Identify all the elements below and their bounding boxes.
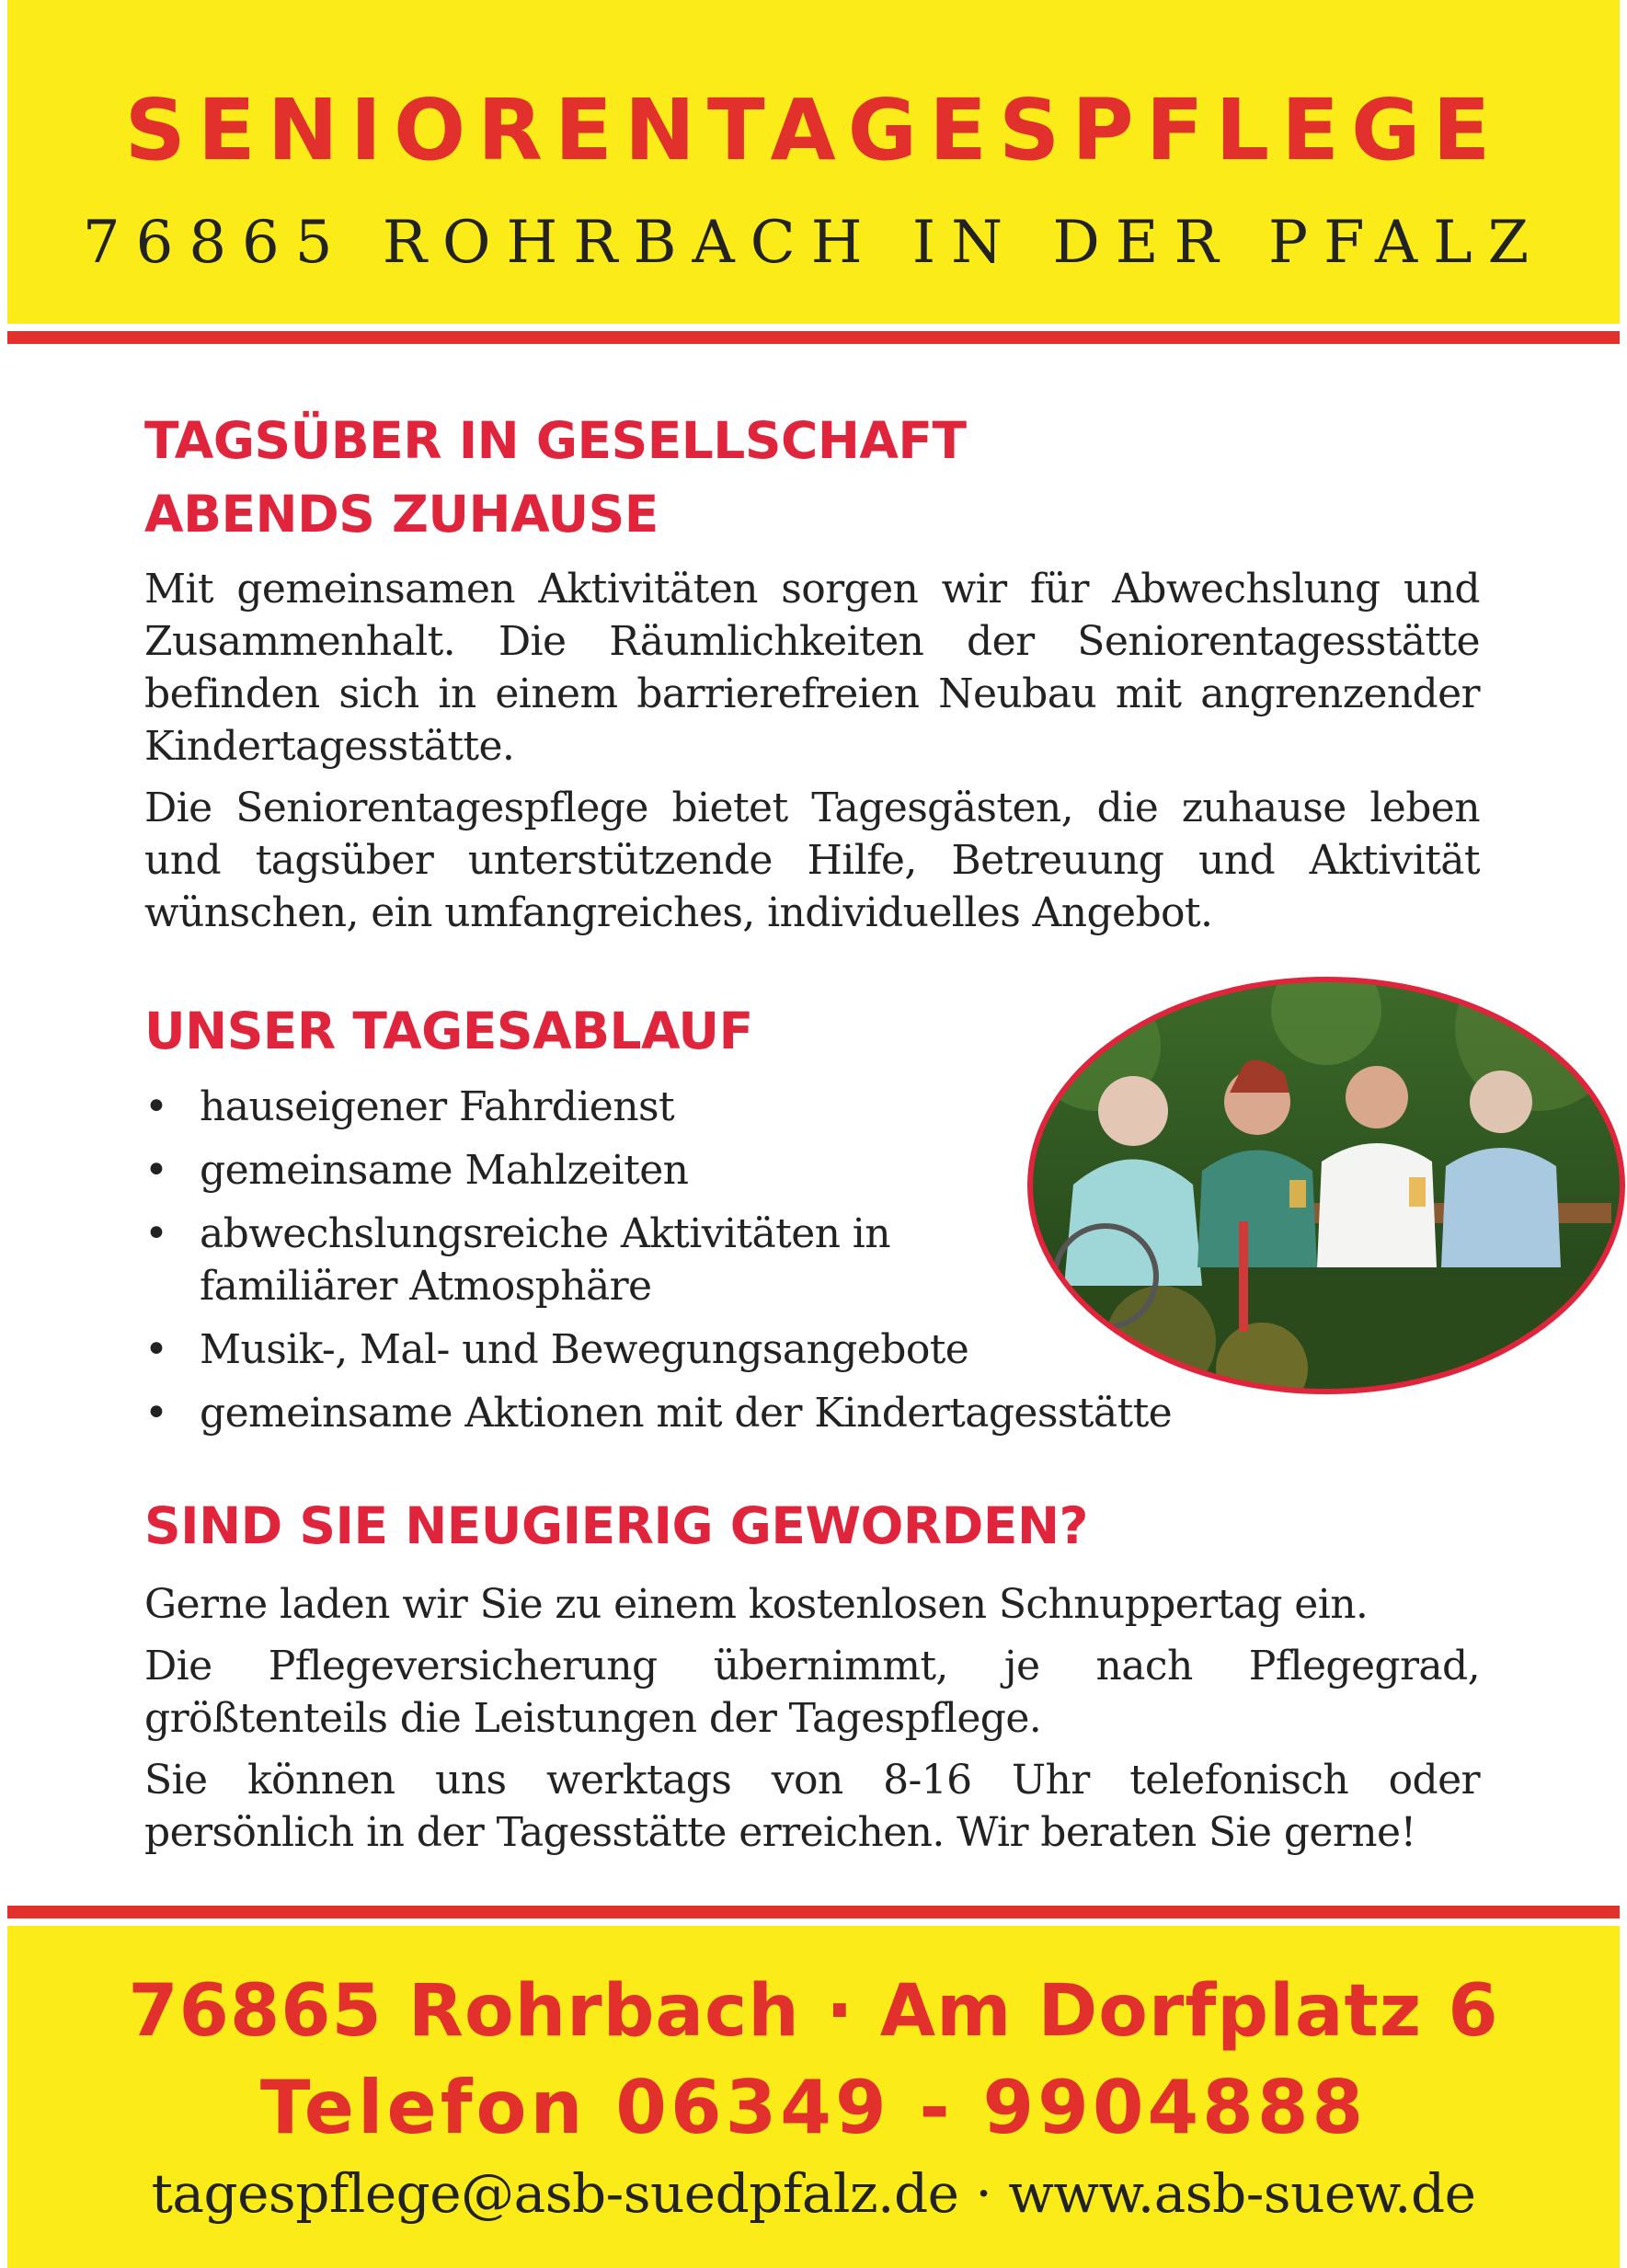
intro-paragraph-2: Die Seniorentagespflege bietet Tagesgästen, die zuhause leben und tagsüber unterstützende Hilfe, Betreuung und Aktivität wünschen, ein umfangreiches, individuelles Angebot. [144, 785, 1480, 936]
list-item: • gemeinsame Mahlzeiten [144, 1144, 1266, 1197]
curious-paragraph-3: Sie können uns werktags von 8-16 Uhr telefonisch oder persönlich in der Tagesstätte erreichen. Wir beraten Sie gerne! [144, 1757, 1480, 1856]
page-title: SENIORENTAGESPFLEGE [124, 81, 1503, 179]
schedule-heading: UNSER TAGESABLAUF [144, 1002, 753, 1060]
footer-address: 76865 Rohrbach · Am Dorfplatz 6 [128, 1970, 1499, 2053]
list-item: • gemeinsame Aktionen mit der Kindertagesstätte [144, 1387, 1266, 1439]
list-item: • hauseigener Fahrdienst [144, 1081, 1266, 1133]
intro-heading-line2: ABENDS ZUHAUSE [144, 485, 659, 544]
intro-heading-line1: TAGSÜBER IN GESELLSCHAFT [144, 411, 967, 470]
footer-contact: tagespflege@asb-suedpfalz.de · www.asb-suew.de [151, 2162, 1476, 2225]
footer-divider [7, 1906, 1620, 1919]
curious-paragraph-2: Die Pflegeversicherung übernimmt, je nach Pflegegrad, größtenteils die Leistungen der Tagespflege. [144, 1643, 1480, 1742]
page-subtitle: 76865 ROHRBACH IN DER PFALZ [82, 209, 1545, 277]
list-item: • abwechslungsreiche Aktivitäten in familiärer Atmosphäre [144, 1208, 991, 1312]
seniors-photo [1023, 973, 1627, 1398]
curious-paragraph-1: Gerne laden wir Sie zu einem kostenlosen Schnuppertag ein. [144, 1581, 1369, 1628]
curious-text [144, 1578, 1480, 1859]
footer-phone: Telefon 06349 - 9904888 [259, 2065, 1368, 2150]
intro-paragraph-1: Mit gemeinsamen Aktivitäten sorgen wir für Abwechslung und Zusammenhalt. Die Räumlichkeiten der Seniorentagesstätte befinden sich in einem barrierefreien Neubau mit angrenzender Kindertagesstätte. [144, 566, 1480, 770]
header-divider [7, 331, 1620, 344]
curious-heading: SIND SIE NEUGIERIG GEWORDEN? [144, 1496, 1088, 1555]
intro-text [144, 563, 1480, 939]
list-item: • Musik-, Mal- und Bewegungsangebote [144, 1323, 1266, 1376]
